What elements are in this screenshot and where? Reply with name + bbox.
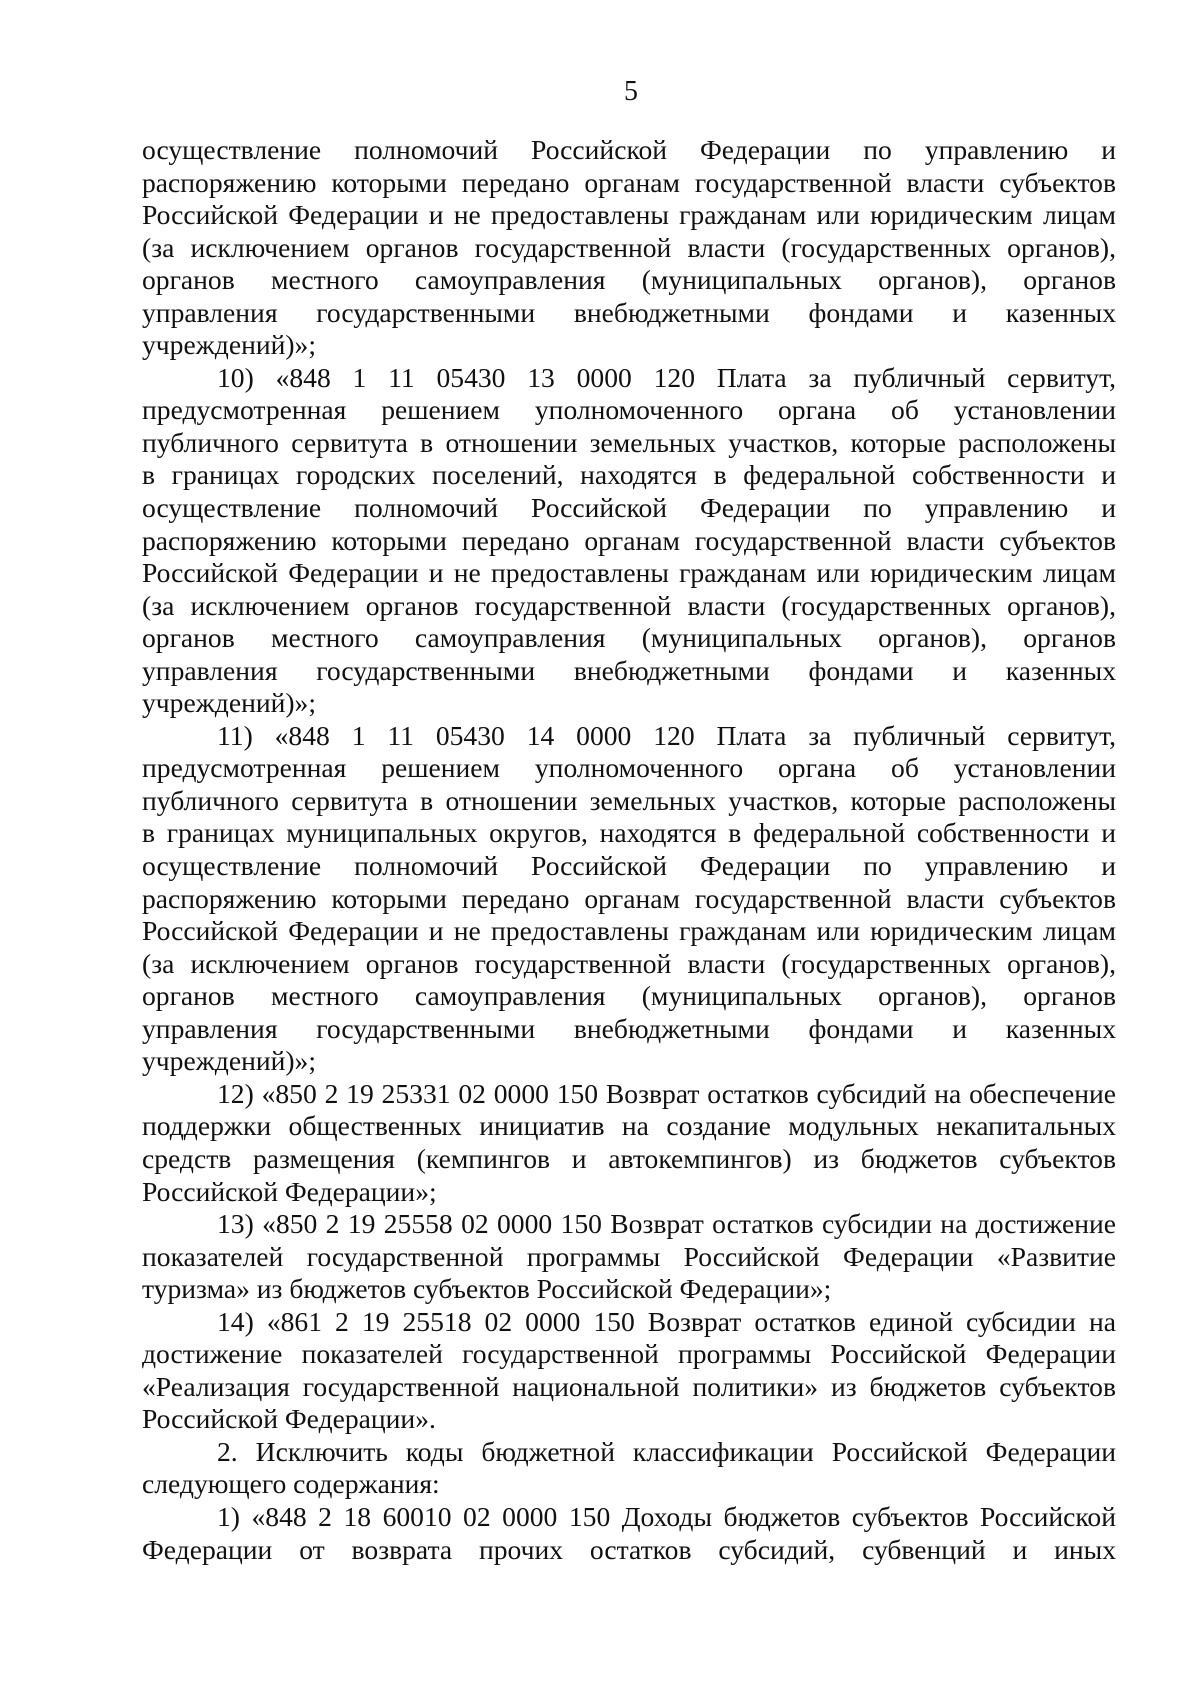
text-line: осуществление полномочий Российской Федерации по управлению и [142, 850, 1116, 882]
text-line: распоряжению которыми передано органам государственной власти субъектов [142, 166, 1116, 198]
text-line: управления государственными внебюджетными фондами и казенных [142, 296, 1116, 328]
text-line: Российской Федерации и не предоставлены гражданам или юридическим лицам [142, 557, 1116, 589]
text-line: достижение показателей государственной программы Российской Федерации [142, 1338, 1116, 1370]
text-line: осуществление полномочий Российской Федерации по управлению и [142, 492, 1116, 524]
text-line: управления государственными внебюджетными фондами и казенных [142, 1012, 1116, 1044]
text-line: (за исключением органов государственной власти (государственных органов), [142, 231, 1116, 263]
text-line: 2. Исключить коды бюджетной классификации Российской Федерации [217, 1435, 1116, 1467]
text-line: в границах муниципальных округов, находятся в федеральной собственности и [142, 817, 1116, 849]
text-line: органов местного самоуправления (муниципальных органов), органов [142, 622, 1116, 654]
text-line: Российской Федерации и не предоставлены гражданам или юридическим лицам [142, 915, 1116, 947]
text-line: (за исключением органов государственной власти (государственных органов), [142, 947, 1116, 979]
text-line: 12) «850 2 19 25331 02 0000 150 Возврат остатков субсидий на обеспечение [217, 1077, 1116, 1109]
text-line: поддержки общественных инициатив на создание модульных некапитальных [142, 1110, 1116, 1142]
text-line: туризма» из бюджетов субъектов Российской Федерации»; [142, 1273, 832, 1305]
text-line: предусмотренная решением уполномоченного органа об установлении [142, 394, 1116, 426]
text-line: 14) «861 2 19 25518 02 0000 150 Возврат остатков единой субсидии на [217, 1305, 1116, 1337]
text-line: 13) «850 2 19 25558 02 0000 150 Возврат остатков субсидии на достижение [217, 1208, 1116, 1240]
text-line: публичного сервитута в отношении земельных участков, которые расположены [142, 784, 1116, 816]
text-line: Российской Федерации». [142, 1403, 436, 1435]
text-line: Российской Федерации и не предоставлены гражданам или юридическим лицам [142, 199, 1116, 231]
text-line: 10) «848 1 11 05430 13 0000 120 Плата за публичный сервитут, [217, 361, 1116, 393]
text-line: «Реализация государственной национальной политики» из бюджетов субъектов [142, 1370, 1116, 1402]
text-line: Федерации от возврата прочих остатков субсидий, субвенций и иных [142, 1533, 1116, 1565]
text-line: 11) «848 1 11 05430 14 0000 120 Плата за публичный сервитут, [217, 719, 1116, 751]
text-line: средств размещения (кемпингов и автокемпингов) из бюджетов субъектов [142, 1142, 1116, 1174]
text-line: следующего содержания: [142, 1468, 440, 1500]
document-body-text [142, 134, 1116, 1566]
text-line: показателей государственной программы Российской Федерации «Развитие [142, 1240, 1116, 1272]
text-line: публичного сервитута в отношении земельных участков, которые расположены [142, 426, 1116, 458]
text-line: учреждений)»; [142, 329, 317, 361]
text-line: управления государственными внебюджетными фондами и казенных [142, 654, 1116, 686]
text-line: осуществление полномочий Российской Федерации по управлению и [142, 134, 1116, 165]
text-line: предусмотренная решением уполномоченного органа об установлении [142, 752, 1116, 784]
text-line: органов местного самоуправления (муниципальных органов), органов [142, 264, 1116, 296]
text-line: учреждений)»; [142, 1045, 317, 1077]
text-line: учреждений)»; [142, 687, 317, 719]
text-line: распоряжению которыми передано органам государственной власти субъектов [142, 882, 1116, 914]
text-line: распоряжению которыми передано органам государственной власти субъектов [142, 524, 1116, 556]
text-line: (за исключением органов государственной власти (государственных органов), [142, 589, 1116, 621]
page-number: 5 [624, 76, 638, 107]
text-line: 1) «848 2 18 60010 02 0000 150 Доходы бюджетов субъектов Российской [217, 1500, 1116, 1532]
text-line: органов местного самоуправления (муниципальных органов), органов [142, 980, 1116, 1012]
text-line: в границах городских поселений, находятся в федеральной собственности и [142, 459, 1116, 491]
text-line: Российской Федерации»; [142, 1175, 437, 1207]
